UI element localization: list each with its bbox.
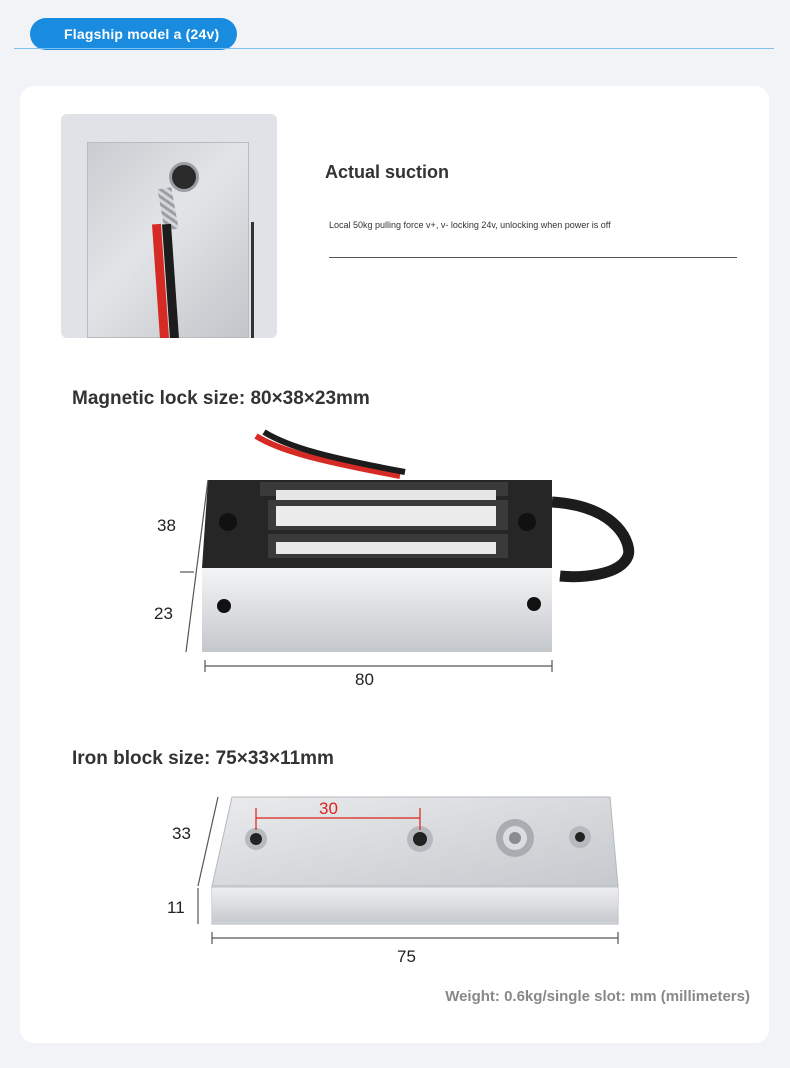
hole-spacing-label: 30	[319, 799, 338, 818]
magnetic-lock-title: Magnetic lock size: 80×38×23mm	[72, 388, 370, 409]
iron-block-title: Iron block size: 75×33×11mm	[72, 748, 334, 769]
block-length-label: 75	[397, 947, 416, 966]
weight-note: Weight: 0.6kg/single slot: mm (millimeters)	[445, 988, 750, 1005]
block-width-label: 33	[172, 824, 191, 843]
iron-block-drawing	[20, 86, 769, 1043]
lock-length-label: 80	[355, 670, 374, 689]
page-header	[0, 0, 790, 70]
product-card	[20, 86, 769, 1043]
suction-description: Local 50kg pulling force v+, v- locking 24v, unlocking when power is off	[329, 220, 611, 230]
header-divider	[14, 48, 774, 49]
block-thickness-label: 11	[167, 898, 185, 917]
lock-body-height-label: 23	[154, 604, 173, 623]
suction-title: Actual suction	[325, 162, 450, 182]
lock-top-height-label: 38	[157, 516, 176, 535]
model-tag: Flagship model a (24v)	[30, 18, 237, 50]
